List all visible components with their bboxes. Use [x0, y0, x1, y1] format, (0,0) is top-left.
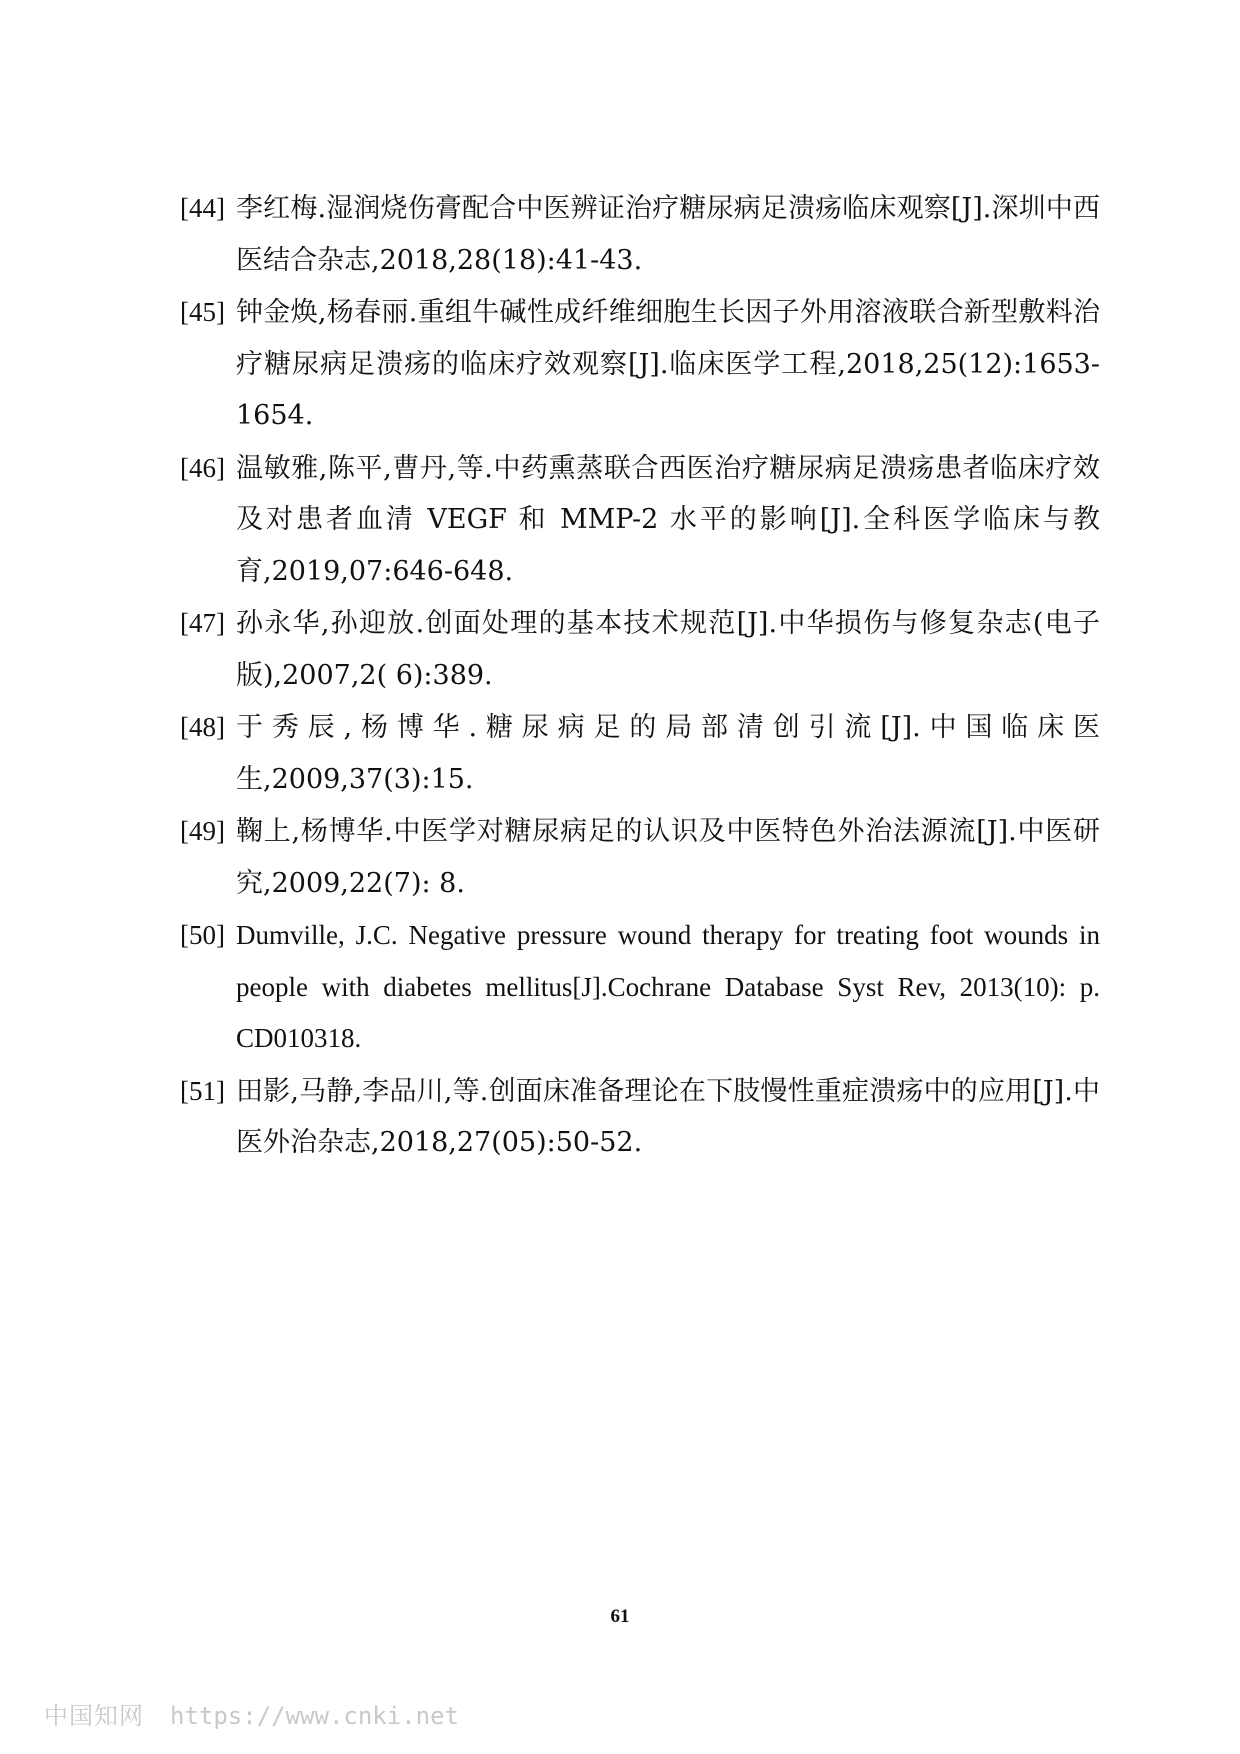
watermark-url: https://www.cnki.net: [170, 1702, 459, 1730]
reference-item-51: [180, 1066, 1100, 1169]
reference-text: 温敏雅,陈平,曹丹,等.中药熏蒸联合西医治疗糖尿病足溃疡患者临床疗效及对患者血清 VEGF 和 MMP-2 水平的影响[J].全科医学临床与教育,2019,07:646-648.: [236, 452, 1100, 587]
reference-number: [45]: [180, 297, 225, 327]
reference-number: [49]: [180, 816, 225, 846]
reference-item-47: [180, 598, 1100, 701]
reference-item-44: [180, 183, 1100, 286]
reference-text: 李红梅.湿润烧伤膏配合中医辨证治疗糖尿病足溃疡临床观察[J].深圳中西医结合杂志,2018,28(18):41-43.: [236, 193, 1100, 276]
reference-item-50: [180, 910, 1100, 1065]
reference-text: Dumville, J.C. Negative pressure wound therapy for treating foot wounds in people with diabetes mellitus[J].Cochrane Database Syst Rev, 2013(10): p. CD010318.: [236, 920, 1100, 1053]
reference-number: [50]: [180, 920, 225, 950]
reference-item-45: [180, 287, 1100, 442]
reference-item-48: [180, 702, 1100, 805]
reference-text: 于秀辰,杨博华.糖尿病足的局部清创引流[J].中国临床医生,2009,37(3):15.: [236, 712, 1100, 795]
reference-number: [46]: [180, 452, 225, 483]
reference-item-46: [180, 443, 1100, 598]
page-number: 61: [610, 1606, 630, 1627]
reference-text: 钟金焕,杨春丽.重组牛碱性成纤维细胞生长因子外用溶液联合新型敷料治疗糖尿病足溃疡的临床疗效观察[J].临床医学工程,2018,25(12):1653-1654.: [236, 297, 1100, 431]
reference-list: [180, 183, 1100, 1170]
reference-number: [51]: [180, 1075, 225, 1106]
reference-number: [48]: [180, 712, 225, 742]
reference-item-49: [180, 806, 1100, 909]
reference-text: 鞠上,杨博华.中医学对糖尿病足的认识及中医特色外治法源流[J].中医研究,2009,22(7): 8.: [236, 816, 1100, 899]
cnki-watermark: [44, 1696, 459, 1731]
reference-text: 孙永华,孙迎放.创面处理的基本技术规范[J].中华损伤与修复杂志(电子版),2007,2( 6):389.: [236, 608, 1100, 691]
reference-text: 田影,马静,李品川,等.创面床准备理论在下肢慢性重症溃疡中的应用[J].中医外治杂志,2018,27(05):50-52.: [236, 1075, 1100, 1158]
reference-number: [47]: [180, 608, 225, 638]
watermark-brand: 中国知网: [44, 1702, 144, 1730]
reference-number: [44]: [180, 193, 225, 223]
